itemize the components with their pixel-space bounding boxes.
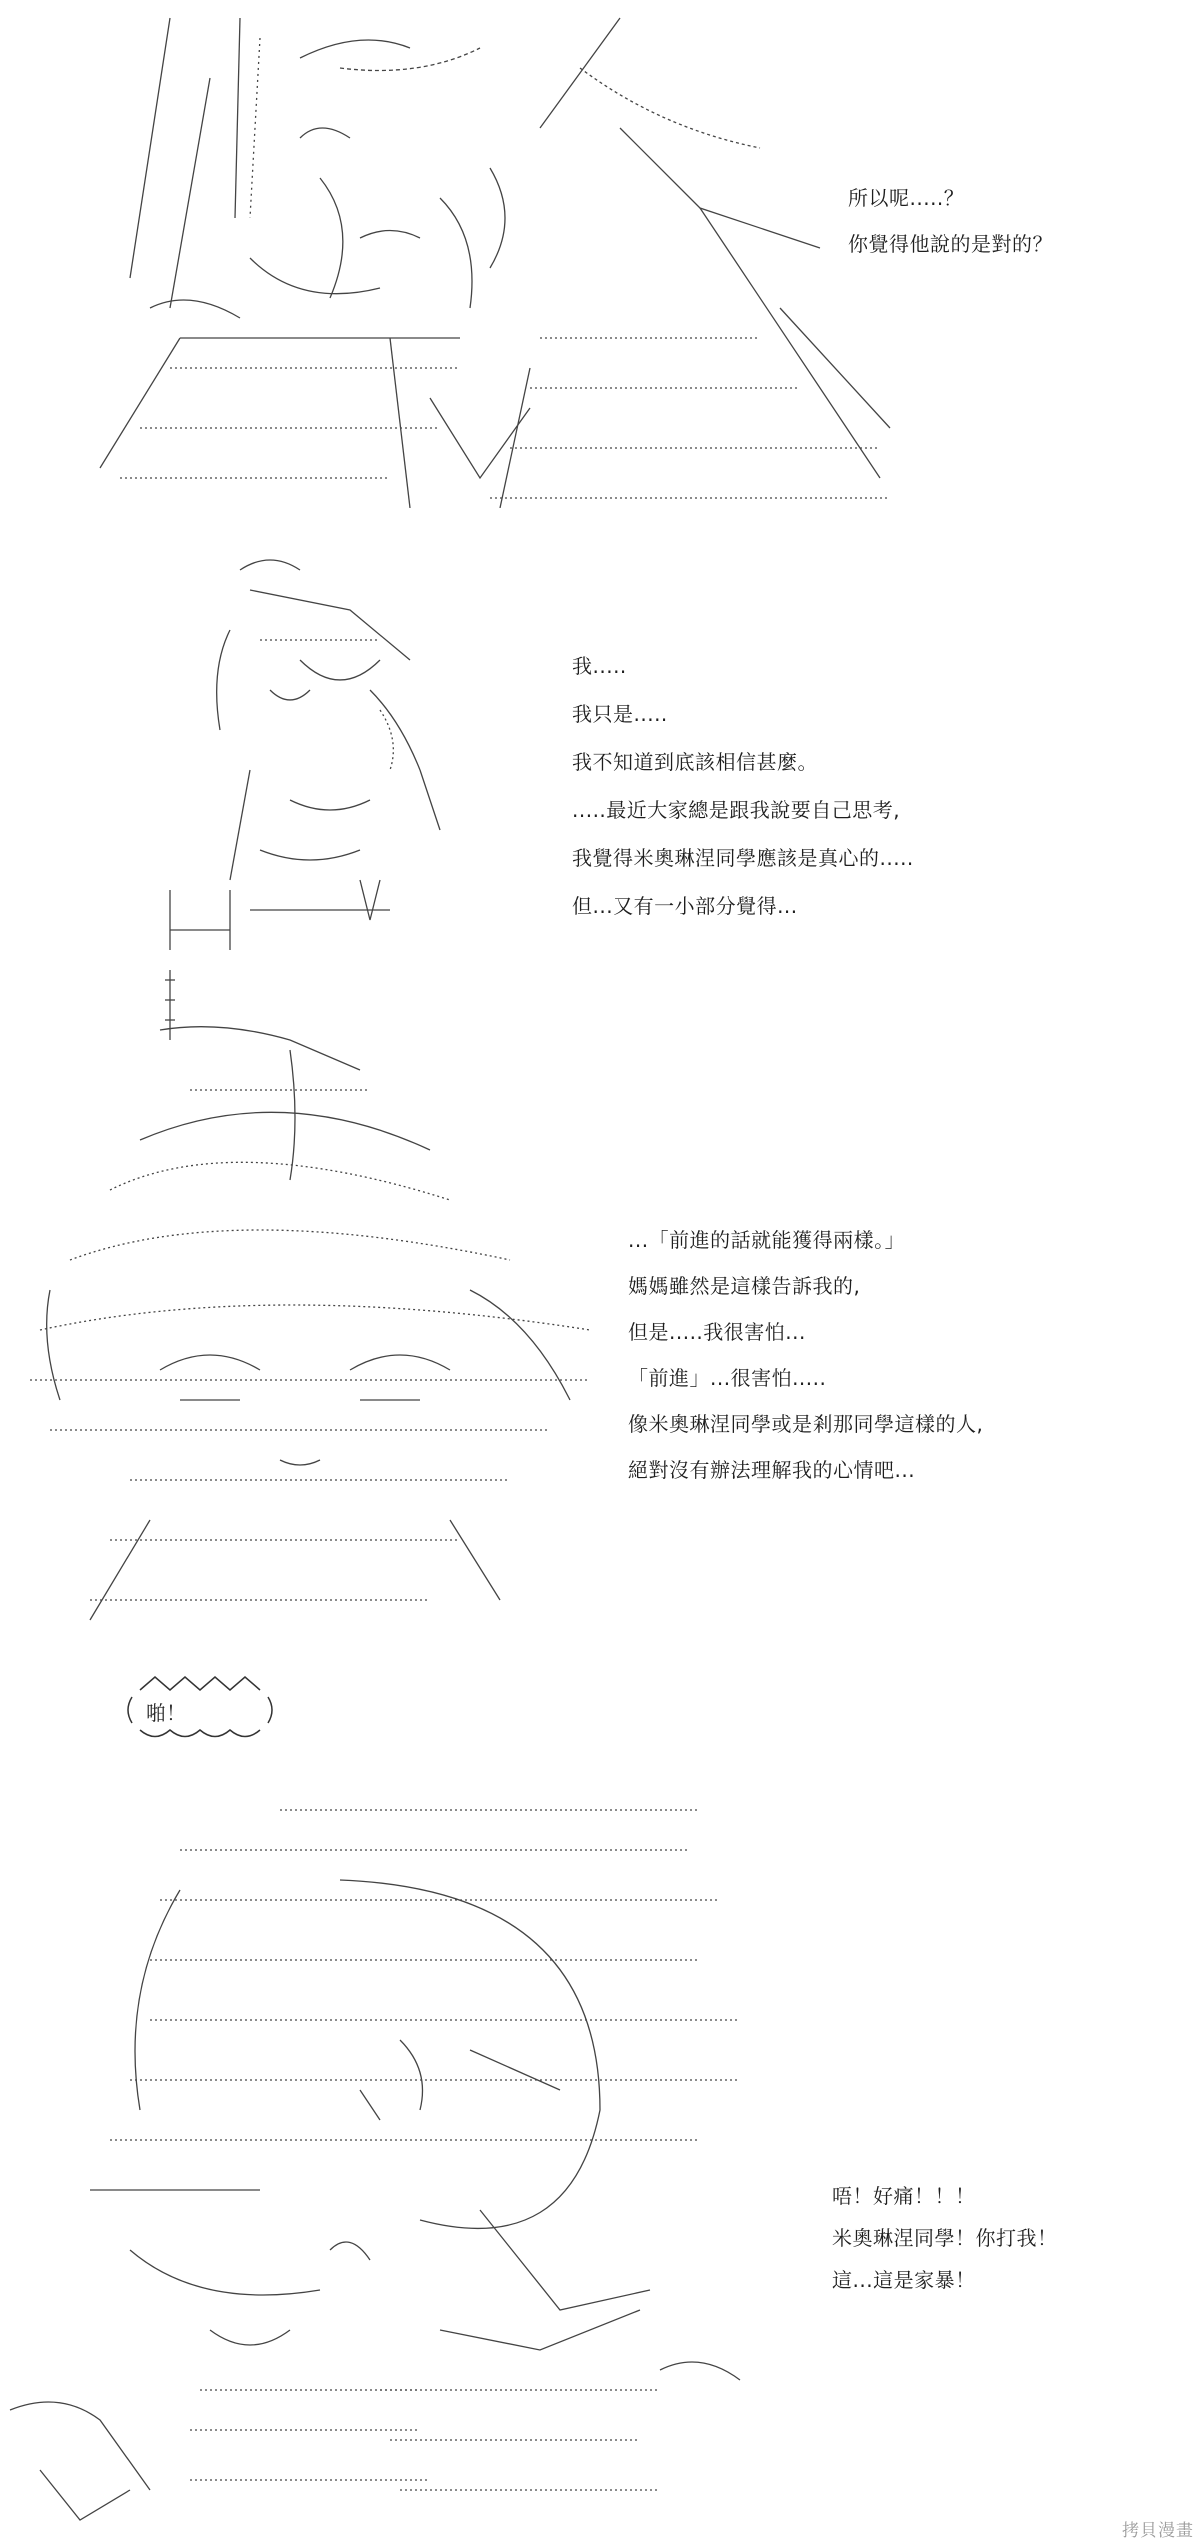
dialogue-line: 米奧琳涅同學！你打我！ — [832, 2226, 1058, 2250]
panel-1-dialogue — [848, 188, 1053, 280]
dialogue-line: 但...又有一小部分覺得... — [572, 894, 798, 918]
dialogue-line: 所以呢.....？ — [848, 186, 965, 210]
panel-2 — [0, 540, 1200, 960]
dialogue-line: .....最近大家總是跟我說要自己思考, — [572, 798, 901, 822]
slap-sfx-burst — [120, 1675, 280, 1745]
panel-2-dialogue — [572, 656, 914, 944]
ascii-art-girl-pensive — [150, 550, 490, 950]
dialogue-line: 我不知道到底該相信甚麼。 — [572, 750, 818, 774]
dialogue-line: 但是.....我很害怕... — [628, 1320, 806, 1344]
dialogue-line: 我只是..... — [572, 702, 668, 726]
panel-3 — [0, 960, 1200, 1750]
dialogue-line: 像米奧琳涅同學或是剎那同學這樣的人, — [628, 1412, 984, 1436]
panel-4-dialogue — [832, 2186, 1058, 2312]
dialogue-line: 你覺得他說的是對的？ — [848, 232, 1053, 256]
dialogue-line: 絕對沒有辦法理解我的心情吧... — [628, 1458, 916, 1482]
panel-1 — [0, 0, 1200, 520]
site-watermark: 拷貝漫畫 — [1122, 2521, 1194, 2541]
dialogue-line: 「前進」...很害怕..... — [628, 1366, 827, 1390]
slap-sfx-text: 啪！ — [146, 1701, 186, 1725]
dialogue-line: ...「前進的話就能獲得兩樣。」 — [628, 1228, 906, 1252]
dialogue-line: 這...這是家暴！ — [832, 2268, 976, 2292]
dialogue-line: 唔！好痛！！！ — [832, 2184, 976, 2208]
panel-4 — [0, 1790, 1200, 2547]
dialogue-line: 我..... — [572, 654, 627, 678]
ascii-art-character-group — [60, 8, 900, 508]
panel-3-dialogue — [628, 1230, 983, 1506]
ascii-art-girl-close-up — [30, 960, 590, 1640]
ascii-art-girl-slapped — [0, 1790, 780, 2530]
dialogue-line: 媽媽雖然是這樣告訴我的, — [628, 1274, 861, 1298]
dialogue-line: 我覺得米奧琳涅同學應該是真心的..... — [572, 846, 914, 870]
